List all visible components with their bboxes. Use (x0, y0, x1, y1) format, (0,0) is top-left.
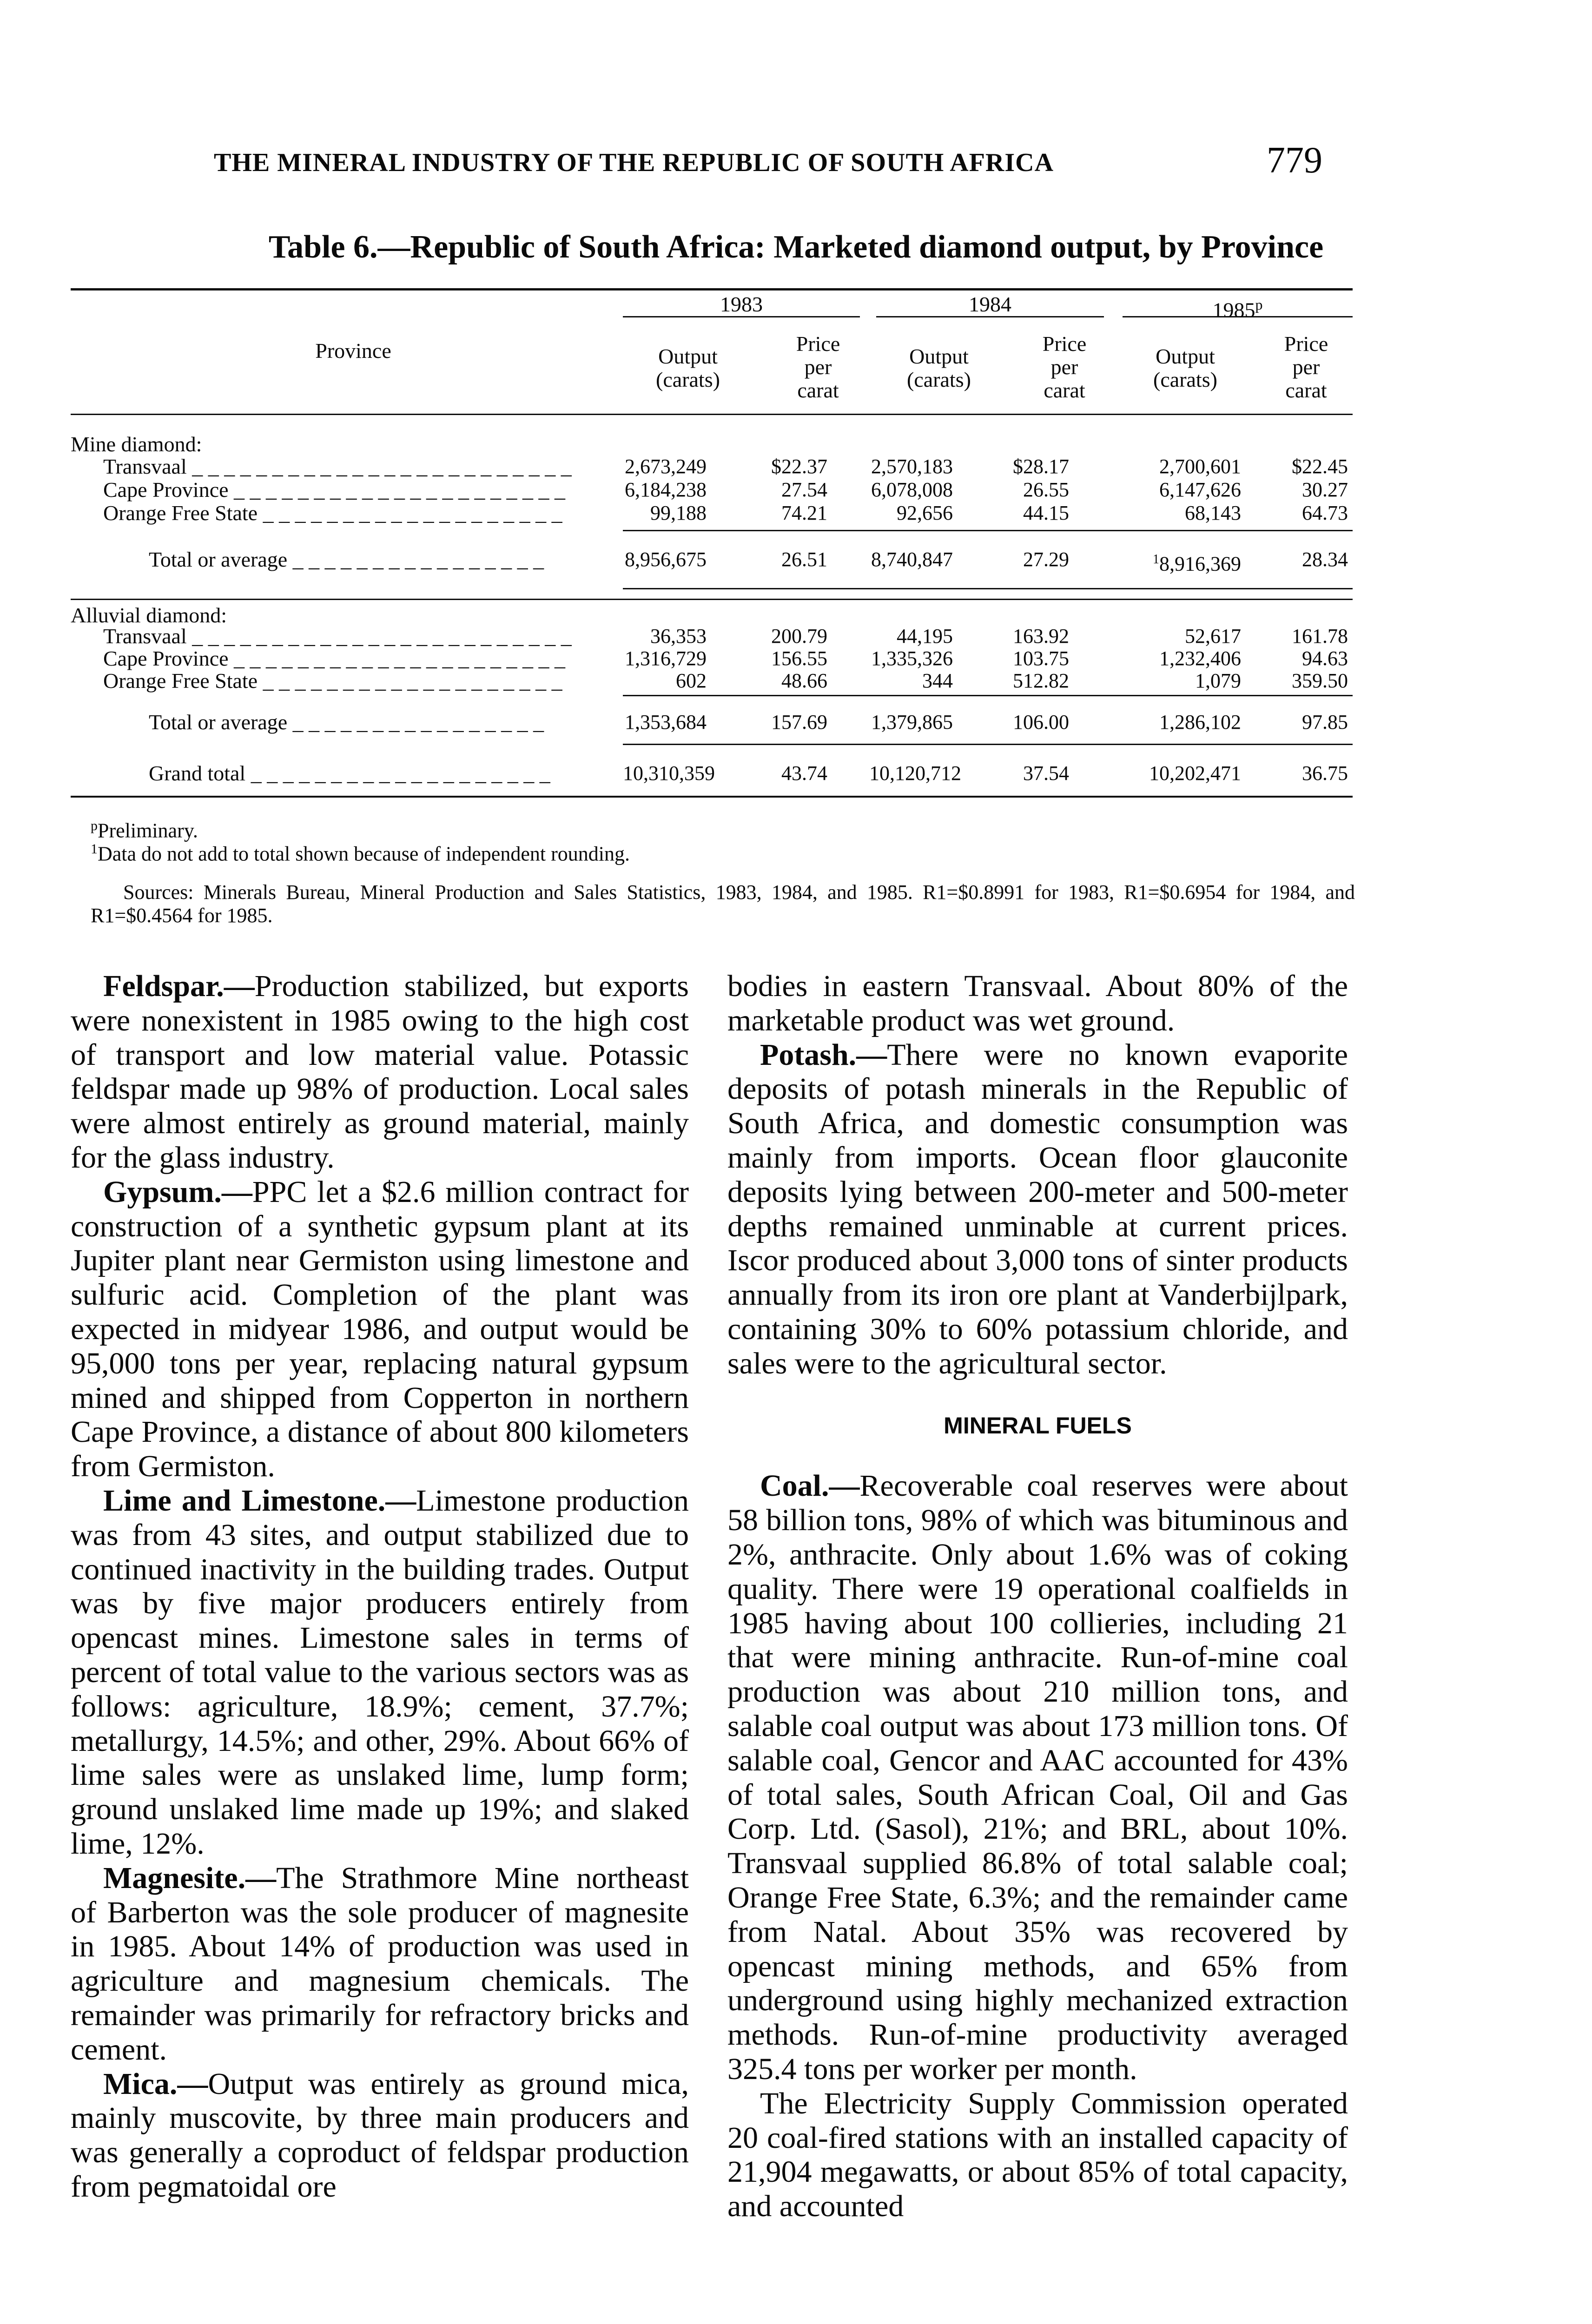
feldspar-heading: Feldspar.— (103, 969, 255, 1003)
coal-paragraph (727, 1469, 1348, 2086)
row-label (103, 479, 565, 501)
table-cell: 1,316,729 (625, 647, 707, 670)
mine-total-rule (623, 530, 1353, 531)
year-rule-1983 (623, 316, 860, 317)
row-label-text: Cape Province (103, 478, 229, 502)
row-label (103, 625, 572, 647)
table-cell: 43.74 (781, 762, 827, 785)
running-head: THE MINERAL INDUSTRY OF THE REPUBLIC OF SOUTH AFRICA (214, 148, 1054, 177)
leader-dots: _ _ _ _ _ _ _ _ _ _ _ _ _ _ _ _ _ _ _ (258, 669, 562, 693)
table-cell: 359.50 (1292, 669, 1348, 692)
table-cell: 344 (922, 669, 953, 692)
output-label: Output (909, 344, 969, 368)
year-rule-1984 (876, 316, 1104, 317)
carat-label: carat (797, 378, 839, 402)
total-row-label (149, 548, 544, 571)
table-cell: 27.29 (1023, 548, 1069, 571)
table-cell: 74.21 (781, 502, 827, 524)
row-label-text: Orange Free State (103, 501, 258, 525)
table-cell: 103.75 (1013, 647, 1069, 670)
table-cell: 48.66 (781, 669, 827, 692)
table-cell: $22.37 (771, 455, 827, 478)
leader-dots: _ _ _ _ _ _ _ _ _ _ _ _ _ _ _ _ _ _ _ _ _ _ _ _ (186, 455, 572, 478)
mica-continued: bodies in eastern Transvaal. About 80% of the marketable product was wet ground. (727, 969, 1348, 1037)
row-label-text: Orange Free State (103, 669, 258, 693)
table-cell: 28.34 (1302, 548, 1348, 571)
total-label-text: Total or average (149, 548, 288, 571)
row-label (103, 647, 565, 670)
table-cell: 44.15 (1023, 502, 1069, 524)
table-cell: 602 (676, 669, 707, 692)
lime-paragraph (71, 1484, 689, 1861)
table-cell: 52,617 (1185, 625, 1241, 647)
table-cell: 2,570,183 (871, 455, 953, 478)
lime-text: Limestone production was from 43 sites, and output stabilized due to continued inactivity in the building trades. Output was by five major producers entirely from opencast mines. Limestone sales in terms of percent of total value to the various sectors was as follows: agriculture, 18.9%; cement, 37.7%; metallurgy, 14.5%; and other, 29%. About 66% of lime sales were as unslaked lime, lump form; ground unslaked lime made up 19%; and slaked lime, 12%. (71, 1483, 689, 1861)
feldspar-text: Production stabilized, but exports were nonexistent in 1985 owing to the high cost of transport and low material value. Potassic feldspar made up 98% of production. Local sales were almost entirely as ground material, mainly for the glass industry. (71, 969, 689, 1175)
leader-dots: _ _ _ _ _ _ _ _ _ _ _ _ _ _ _ _ _ _ _ (258, 501, 562, 525)
section-rule-2 (623, 588, 1353, 589)
row-label (103, 670, 562, 692)
leader-dots: _ _ _ _ _ _ _ _ _ _ _ _ _ _ _ _ (287, 710, 544, 734)
table-cell: 1,232,406 (1159, 647, 1241, 670)
table-cell: 1,286,102 (1159, 711, 1241, 733)
potash-text: There were no known evaporite deposits of potash minerals in the Republic of South Africa, and domestic consumption was mainly from imports. Ocean floor glauconite deposits lying between 200-meter and 500-meter depths remained unminable at current prices. Iscor produced about 3,000 tons of sinter products annually from its iron ore plant at Vanderbijlpark, containing 30% to 60% potassium chloride, and sales were to the agricultural sector. (727, 1037, 1348, 1380)
total-row-label (149, 711, 544, 733)
table-cell: 2,700,601 (1159, 455, 1241, 478)
per-label: per (1292, 355, 1320, 379)
page-number: 779 (1267, 140, 1322, 181)
table-cell: 37.54 (1023, 762, 1069, 785)
footnote-rounding (91, 838, 630, 866)
stub-header: Province (315, 339, 391, 363)
potash-paragraph (727, 1038, 1348, 1381)
output-label: Output (658, 344, 718, 368)
table-title: Table 6.—Republic of South Africa: Marketed diamond output, by Province (268, 229, 1324, 265)
left-column (71, 969, 689, 2204)
table-top-rule (71, 288, 1353, 290)
leader-dots: _ _ _ _ _ _ _ _ _ _ _ _ _ _ _ _ _ _ _ _ _ (228, 647, 566, 670)
row-label (103, 502, 562, 524)
footnote-mark: p (91, 818, 98, 833)
table-cell: 200.79 (771, 625, 827, 647)
table-cell: 512.82 (1013, 669, 1069, 692)
year-1985 (1123, 293, 1353, 322)
gypsum-text: PPC let a $2.6 million contract for construction of a synthetic gypsum plant at its Jupiter plant near Germiston using limestone and sulfuric acid. Completion of the plant was expected in midyear 1986, and output would be 95,000 tons per year, replacing natural gypsum mined and shipped from Copperton in northern Cape Province, a distance of about 800 kilometers from Germiston. (71, 1175, 689, 1484)
preliminary-mark: p (1255, 296, 1263, 313)
carats-label: (carats) (656, 368, 720, 391)
table-cell: 36,353 (650, 625, 707, 647)
carats-label: (carats) (1153, 368, 1217, 391)
feldspar-paragraph (71, 969, 689, 1175)
section-heading-mineral-fuels: MINERAL FUELS (944, 1412, 1132, 1439)
gypsum-paragraph (71, 1175, 689, 1484)
year-1983: 1983 (720, 292, 763, 316)
grand-total-rule (623, 744, 1353, 745)
price-label: Price (1042, 332, 1087, 356)
row-label-text: Transvaal (103, 624, 187, 648)
per-label: per (804, 355, 832, 379)
table-cell: $22.45 (1292, 455, 1348, 478)
header-bottom-rule (71, 414, 1353, 415)
table-cell: 1,079 (1195, 669, 1241, 692)
carats-label: (carats) (907, 368, 971, 391)
magnesite-text: The Strathmore Mine northeast of Barberton was the sole producer of magnesite in 1985. About 14% of production was used in agriculture and magnesium chemicals. The remainder was primarily for refractory bricks and cement. (71, 1861, 689, 2067)
mica-text: Output was entirely as ground mica, mainly muscovite, by three main producers and was generally a coproduct of feldspar production from pegmatoidal ore (71, 2067, 689, 2204)
table-cell: 163.92 (1013, 625, 1069, 647)
potash-heading: Potash.— (760, 1037, 887, 1072)
row-label-text: Transvaal (103, 455, 187, 478)
leader-dots: _ _ _ _ _ _ _ _ _ _ _ _ _ _ _ _ (287, 548, 544, 571)
gypsum-heading: Gypsum.— (103, 1175, 252, 1209)
table-bottom-rule (71, 796, 1353, 798)
table-cell: 1,379,865 (871, 711, 953, 733)
table-cell: 157.69 (771, 711, 827, 733)
footnote-text: Preliminary. (98, 819, 198, 842)
price-header-1984 (1018, 332, 1111, 402)
section-heading-mine: Mine diamond: (71, 432, 202, 456)
coal-text: Recoverable coal reserves were about 58 billion tons, 98% of which was bituminous and 2%, anthracite. Only about 1.6% was of coking quality. There were 19 operational coalfields in 1985 having about 100 collieries, including 21 that were mining anthracite. Run-of-mine coal production was about 210 million tons, and salable coal output was about 173 million tons. Of salable coal, Gencor and AAC accounted for 43% of total sales, South African Coal, Oil and Gas Corp. Ltd. (Sasol), 21%; and BRL, about 10%. Transvaal supplied 86.8% of total salable coal; Orange Free State, 6.3%; and the remainder came from Natal. About 35% was recovered by opencast mining methods, and 65% from underground using highly mechanized extraction methods. Run-of-mine productivity averaged 325.4 tons per worker per month. (727, 1469, 1348, 2086)
footnote-text: Data do not add to total shown because of independent rounding. (98, 842, 630, 865)
row-label-text: Cape Province (103, 647, 229, 670)
electricity-paragraph: The Electricity Supply Commission operated 20 coal-fired stations with an installed capacity of 21,904 megawatts, or about 85% of total capacity, and accounted (727, 2086, 1348, 2224)
leader-dots: _ _ _ _ _ _ _ _ _ _ _ _ _ _ _ _ _ _ _ _ _ _ _ _ (186, 624, 572, 648)
output-header-1983 (632, 345, 744, 391)
year-1984: 1984 (969, 292, 1011, 316)
price-header-1985 (1260, 332, 1353, 402)
price-header-1983 (772, 332, 865, 402)
table-cell: 6,184,238 (625, 478, 707, 501)
output-header-1985 (1130, 345, 1241, 391)
year-1985-label: 1985 (1212, 298, 1255, 322)
mica-paragraph (71, 2067, 689, 2204)
table-cell: 106.00 (1013, 711, 1069, 733)
table-cell: 6,078,008 (871, 478, 953, 501)
total-value: 8,916,369 (1159, 552, 1241, 575)
table-cell: 8,740,847 (871, 548, 953, 571)
table-cell: 1,353,684 (625, 711, 707, 733)
table-cell: 1,335,326 (871, 647, 953, 670)
footnote-mark: 1 (1153, 552, 1159, 567)
footnote-mark: 1 (91, 841, 98, 857)
output-header-1984 (883, 345, 995, 391)
grand-total-label (149, 762, 550, 785)
table-cell: 36.75 (1302, 762, 1348, 785)
table-cell: 99,188 (650, 502, 707, 524)
table-cell: 27.54 (781, 478, 827, 501)
leader-dots: _ _ _ _ _ _ _ _ _ _ _ _ _ _ _ _ _ _ _ (245, 761, 550, 785)
table-cell: $28.17 (1013, 455, 1069, 478)
table-cell: 10,202,471 (1149, 762, 1241, 785)
carat-label: carat (1285, 378, 1327, 402)
table-cell: 10,120,712 (869, 762, 961, 785)
table-cell: 10,310,359 (623, 762, 715, 785)
grand-total-text: Grand total (149, 761, 246, 785)
table-cell (1125, 548, 1241, 575)
magnesite-heading: Magnesite.— (103, 1861, 277, 1895)
table-cell: 44,195 (897, 625, 953, 647)
per-label: per (1050, 355, 1078, 379)
leader-dots: _ _ _ _ _ _ _ _ _ _ _ _ _ _ _ _ _ _ _ _ _ (228, 478, 566, 502)
table-cell: 156.55 (771, 647, 827, 670)
table-cell: 8,956,675 (625, 548, 707, 571)
table-cell: 64.73 (1302, 502, 1348, 524)
right-column (727, 969, 1348, 2224)
section-heading-alluvial: Alluvial diamond: (71, 603, 227, 627)
table-cell: 6,147,626 (1159, 478, 1241, 501)
price-label: Price (796, 332, 840, 356)
row-label (103, 456, 572, 478)
coal-heading: Coal.— (760, 1469, 860, 1503)
alluvial-total-rule (623, 695, 1353, 696)
lime-heading: Lime and Limestone.— (103, 1483, 416, 1518)
table-cell: 30.27 (1302, 478, 1348, 501)
output-label: Output (1156, 344, 1215, 368)
magnesite-paragraph (71, 1861, 689, 2067)
table-cell: 161.78 (1292, 625, 1348, 647)
mica-heading: Mica.— (103, 2067, 208, 2101)
table-cell: 26.51 (781, 548, 827, 571)
price-label: Price (1284, 332, 1328, 356)
carat-label: carat (1044, 378, 1085, 402)
section-rule (71, 599, 1353, 600)
table-cell: 2,673,249 (625, 455, 707, 478)
table-cell: 97.85 (1302, 711, 1348, 733)
total-label-text: Total or average (149, 710, 288, 734)
table-sources: Sources: Minerals Bureau, Mineral Production and Sales Statistics, 1983, 1984, and 1985. R1=$0.8991 for 1983, R1=$0.6954 for 1984, and R1=$0.4564 for 1985. (91, 881, 1355, 927)
table-cell: 92,656 (897, 502, 953, 524)
table-cell: 94.63 (1302, 647, 1348, 670)
table-cell: 68,143 (1185, 502, 1241, 524)
table-cell: 26.55 (1023, 478, 1069, 501)
